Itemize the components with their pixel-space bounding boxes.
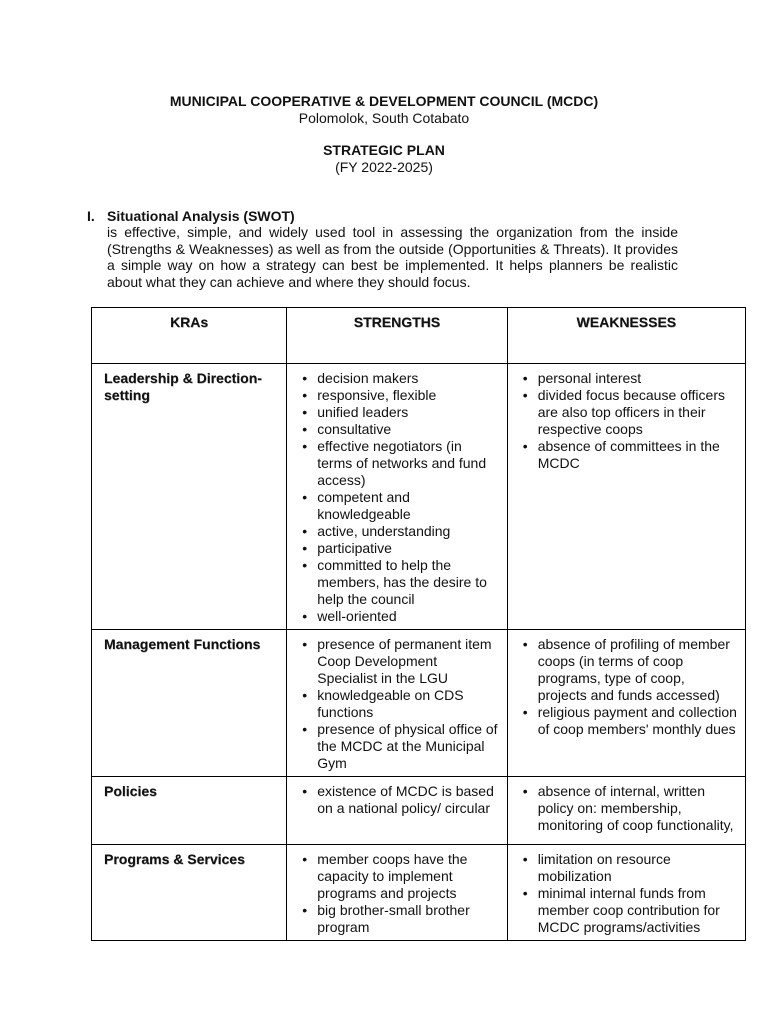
kra-label: Programs & Services — [104, 851, 245, 867]
list-item: • presence of permanent item Coop Development Specialist in the LGU — [317, 636, 498, 687]
section-heading — [87, 208, 295, 224]
list-item: • presence of physical office of the MCDC at the Municipal Gym — [317, 721, 498, 772]
table-row — [92, 630, 746, 777]
header-kras: KRAs — [92, 308, 287, 364]
weaknesses-list — [516, 851, 737, 936]
weaknesses-list — [516, 636, 737, 738]
list-item: • existence of MCDC is based on a national policy/ circular — [317, 783, 498, 817]
list-item: • committed to help the members, has the desire to help the council — [317, 557, 498, 608]
kra-cell — [92, 777, 287, 845]
kra-cell — [92, 845, 287, 941]
list-item: • minimal internal funds from member coop contribution for MCDC programs/activities — [538, 885, 737, 936]
table-row — [92, 364, 746, 630]
weaknesses-cell — [507, 777, 745, 845]
list-item: • personal interest — [538, 370, 737, 387]
list-item: • active, understanding — [317, 523, 498, 540]
kra-label: Policies — [104, 783, 157, 799]
strengths-cell — [287, 777, 507, 845]
swot-table — [91, 307, 746, 941]
list-item: • consultative — [317, 421, 498, 438]
weaknesses-cell — [507, 630, 745, 777]
strengths-list — [295, 370, 498, 625]
document-title: STRATEGIC PLAN — [323, 142, 445, 158]
strengths-list — [295, 851, 498, 936]
list-item: • absence of committees in the MCDC — [538, 438, 737, 472]
list-item: • limitation on resource mobilization — [538, 851, 737, 885]
weaknesses-list — [516, 370, 737, 472]
section-number: I. — [87, 208, 95, 224]
strengths-cell — [287, 845, 507, 941]
organization-location: Polomolok, South Cotabato — [298, 110, 470, 126]
table-header-row — [92, 308, 746, 364]
kra-label: Leadership & Direction-setting — [104, 370, 262, 403]
list-item: • big brother-small brother program — [317, 902, 498, 936]
list-item: • absence of profiling of member coops (in terms of coop programs, type of coop, projects and funds accessed) — [538, 636, 737, 704]
table-row — [92, 845, 746, 941]
list-item: • participative — [317, 540, 498, 557]
header-weaknesses: WEAKNESSES — [507, 308, 745, 364]
list-item: • unified leaders — [317, 404, 498, 421]
table-row — [92, 777, 746, 845]
kra-label: Management Functions — [104, 636, 261, 652]
list-item: • knowledgeable on CDS functions — [317, 687, 498, 721]
strengths-cell — [287, 630, 507, 777]
strengths-list — [295, 783, 498, 817]
section-body: is effective, simple, and widely used tool in assessing the organization from the inside (Strengths & Weaknesses) as well as from the outside (Opportunities & Threats). It provides a simple way on how a strategy can best be implemented. It helps planners be realistic about what they can achieve and where they should focus. — [107, 224, 678, 290]
weaknesses-cell — [507, 364, 745, 630]
list-item: • competent and knowledgeable — [317, 489, 498, 523]
kra-cell — [92, 630, 287, 777]
weaknesses-cell — [507, 845, 745, 941]
list-item: • absence of internal, written policy on: membership, monitoring of coop functionality, — [538, 783, 737, 834]
header-strengths: STRENGTHS — [287, 308, 507, 364]
list-item: • member coops have the capacity to implement programs and projects — [317, 851, 498, 902]
kra-cell — [92, 364, 287, 630]
list-item: • effective negotiators (in terms of networks and fund access) — [317, 438, 498, 489]
list-item: • responsive, flexible — [317, 387, 498, 404]
fiscal-year: (FY 2022-2025) — [335, 159, 433, 175]
strengths-cell — [287, 364, 507, 630]
weaknesses-list — [516, 783, 737, 834]
list-item: • divided focus because officers are also top officers in their respective coops — [538, 387, 737, 438]
organization-title: MUNICIPAL COOPERATIVE & DEVELOPMENT COUNCIL (MCDC) — [169, 93, 599, 109]
section-title: Situational Analysis (SWOT) — [107, 208, 295, 224]
list-item: • religious payment and collection of coop members' monthly dues — [538, 704, 737, 738]
strengths-list — [295, 636, 498, 772]
list-item: • well-oriented — [317, 608, 498, 625]
list-item: • decision makers — [317, 370, 498, 387]
